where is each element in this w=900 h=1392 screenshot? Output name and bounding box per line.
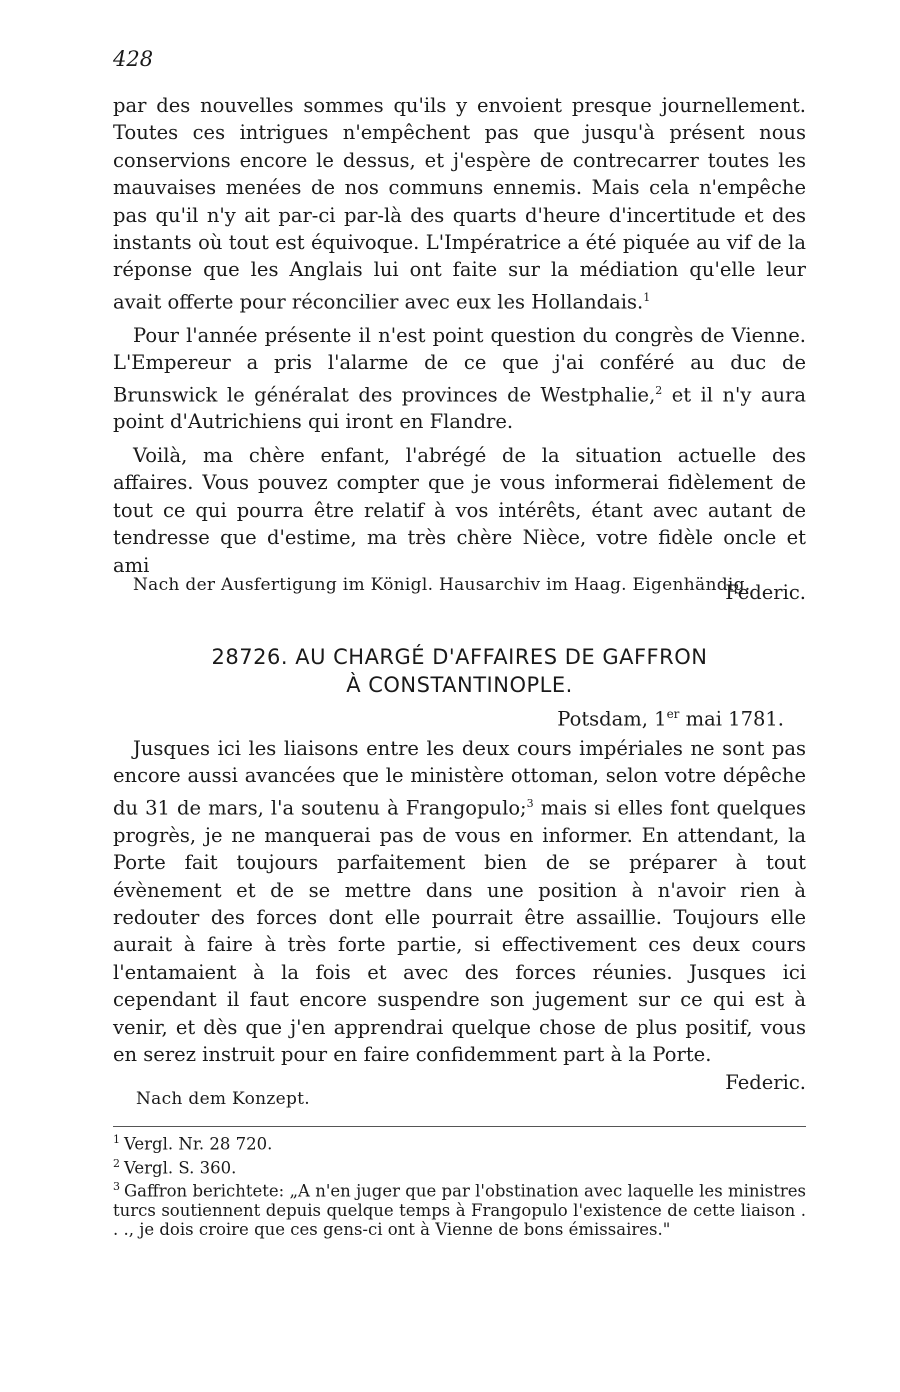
letter-1-paragraph-3: Voilà, ma chère enfant, l'abrégé de la situation actuelle des affaires. Vous pouvez compter que je vous informerai fidèlement de tout ce qui pourra être relatif à vos intérêts, étant avec autant de tendresse que d'estime, ma très chère Nièce, votre fidèle oncle et ami <box>113 443 806 577</box>
letter-1-paragraph-1: par des nouvelles sommes qu'ils y envoient presque journellement. Toutes ces intrigues n'empêchent pas que jusqu'à présent nous conservions encore le dessus, et j'espère de contrecarrer toutes les mauvaises menées de nos communs ennemis. Mais cela n'empêche pas qu'il n'y ait par-ci par-là des quarts d'heure d'incertitude et des instants où tout est équivoque. L'Impératrice a été piquée au vif de la réponse que les Anglais lui ont faite sur la médiation qu'elle leur avait offerte pour réconcilier avec eux les Hollandais.$^1$ <box>113 94 806 314</box>
footnotes <box>113 1130 806 1239</box>
letter-2-source-note: Nach dem Konzept. <box>136 1089 311 1109</box>
place-and-date: Potsdam, 1er mai 1781. <box>557 707 784 731</box>
footnote-ref-1: 1 <box>643 290 651 304</box>
footnote-2: $^2$ Vergl. S. 360. <box>113 1156 237 1177</box>
letter-1-paragraph-2: Pour l'année présente il n'est point question du congrès de Vienne. L'Empereur a pris l'alarme de ce que j'ai conféré au duc de Brunswick le généralat des provinces de Westphalie,$^2$ et il n'y aura point d'Autrichiens qui iront en Flandre. <box>113 323 806 434</box>
letter-1-signature: Federic. <box>725 580 806 604</box>
letter-1-body <box>113 92 806 606</box>
footnote-1: $^1$ Vergl. Nr. 28 720. <box>113 1133 273 1154</box>
footnote-3: $^3$ Gaffron berichtete: „A n'en juger que par l'obstination avec laquelle les ministres turcs soutiennent depuis quelque temps à Frangopulo l'existence de cette liaison . . ., je dois croire que ces gens-ci ont à Vienne de bons émissaires." <box>113 1180 806 1239</box>
letter-2-paragraph: Jusques ici les liaisons entre les deux cours impériales ne sont pas encore aussi avancées que le ministère ottoman, selon votre dépêche du 31 de mars, l'a soutenu à Frangopulo;$^3$ mais si elles font quelques progrès, je ne manquerai pas de vous en informer. En attendant, la Porte fait toujours parfaitement bien de se préparer à tout évènement et de se mettre dans une position à n'avoir rien à redouter des forces dont elle pourrait être assaillie. Toujours elle aurait à faire à très forte partie, si effectivement ces deux cours l'entamaient à la fois et avec des forces réunies. Jusques ici cependant il faut encore suspendre son jugement sur ce qui est à venir, et dès que j'en apprendrai quelque chose de plus positif, vous en serez instruit pour en faire confidemment part à la Porte. <box>113 737 807 1066</box>
letter-2-signature: Federic. <box>725 1071 806 1094</box>
letter-number: 28726. <box>211 645 289 669</box>
footnote-ref-2: 2 <box>655 383 663 397</box>
page-number: 428 <box>113 47 154 71</box>
letter-1-source-note: Nach der Ausfertigung im Königl. Hausarchiv im Haag. Eigenhändig. <box>133 575 751 595</box>
footnote-ref-3: 3 <box>526 796 534 810</box>
letter-2-title-line-1: 28726. AU CHARGÉ D'AFFAIRES DE GAFFRON <box>211 645 708 669</box>
footnote-divider <box>113 1126 806 1127</box>
letter-2-title-line-2: À CONSTANTINOPLE. <box>346 673 573 697</box>
letter-2-heading <box>113 643 806 699</box>
letter-2-body <box>113 735 806 1068</box>
